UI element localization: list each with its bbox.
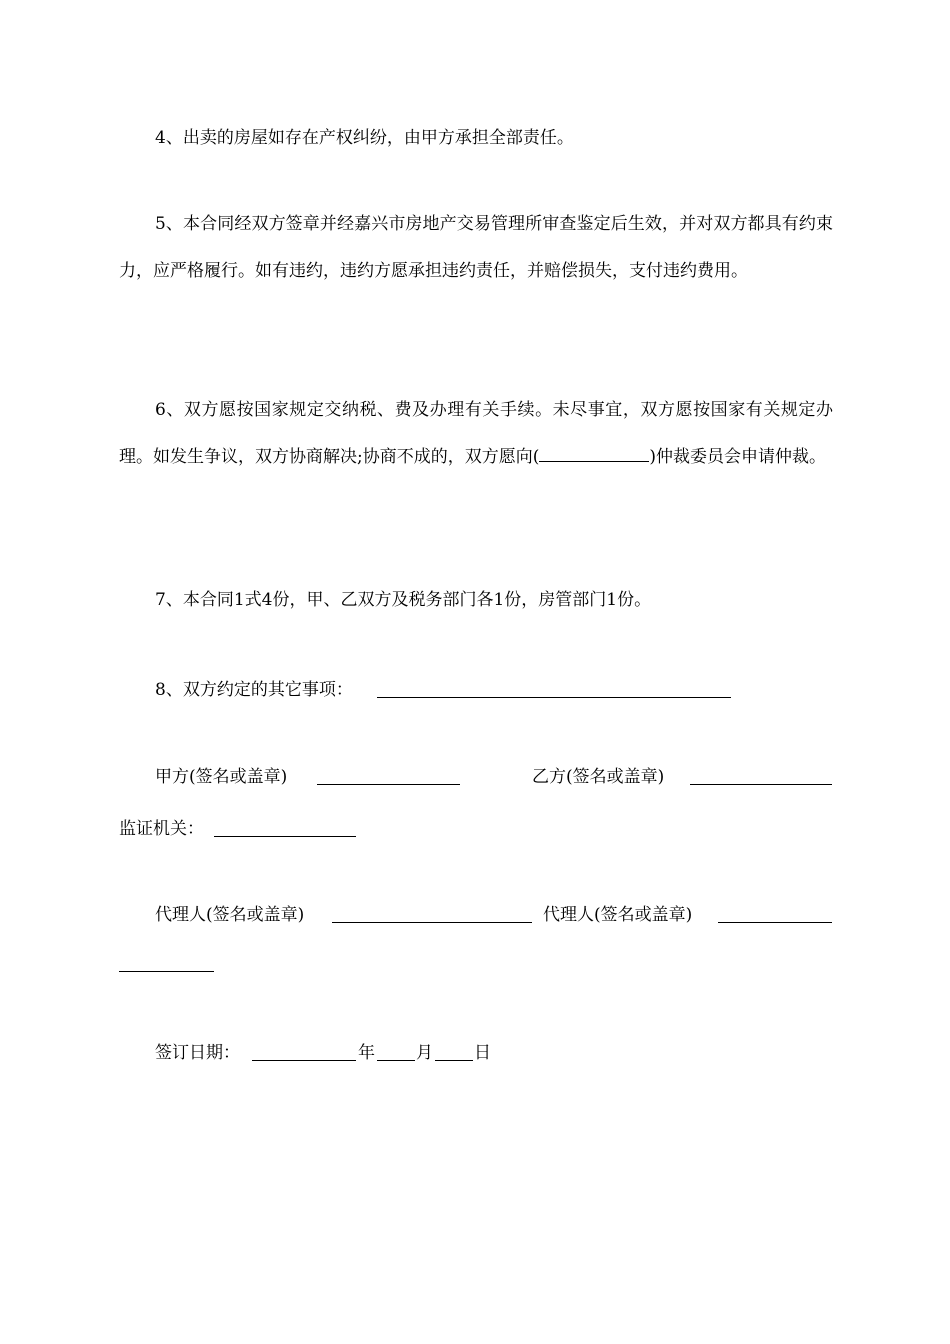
arbitration-blank[interactable] bbox=[539, 445, 649, 462]
clause-6 bbox=[119, 387, 833, 481]
day-label: 日 bbox=[474, 1043, 491, 1063]
agent-b-line bbox=[543, 903, 692, 927]
supervisor-line bbox=[119, 817, 204, 841]
year-label: 年 bbox=[358, 1043, 375, 1063]
agent-a-line bbox=[155, 903, 304, 927]
party-b-line bbox=[532, 765, 664, 789]
day-blank[interactable] bbox=[435, 1042, 473, 1061]
agent-a-label: 代理人(签名或盖章) bbox=[155, 905, 305, 925]
date-line bbox=[155, 1041, 240, 1065]
clause-8-line bbox=[155, 678, 353, 702]
clause-7: 7、本合同1式4份，甲、乙双方及税务部门各1份，房管部门1份。 bbox=[155, 590, 652, 610]
party-b-label: 乙方(签名或盖章) bbox=[532, 767, 665, 787]
agent-b-label: 代理人(签名或盖章) bbox=[543, 905, 693, 925]
clause-6-text-before: 6、双方愿按国家规定交纳税、费及办理有关手续。未尽事宜，双方愿按国家有关规定办理。如发生争议，双方协商解决;协商不成的，双方愿向( bbox=[119, 400, 833, 467]
agent-b-signature-blank[interactable] bbox=[718, 904, 832, 923]
agent-a-signature-blank[interactable] bbox=[332, 904, 532, 923]
supervisor-label: 监证机关： bbox=[119, 819, 204, 839]
clause-8-blank[interactable] bbox=[377, 679, 731, 698]
month-label: 月 bbox=[416, 1043, 433, 1063]
clause-6-text-after: )仲裁委员会申请仲裁。 bbox=[649, 447, 826, 467]
clause-8-label: 8、双方约定的其它事项： bbox=[155, 680, 353, 700]
year-blank[interactable] bbox=[252, 1042, 356, 1061]
clause-4: 4、出卖的房屋如存在产权纠纷，由甲方承担全部责任。 bbox=[155, 128, 574, 148]
clause-5: 5、本合同经双方签章并经嘉兴市房地产交易管理所审查鉴定后生效，并对双方都具有约束力，应严格履行。如有违约，违约方愿承担违约责任，并赔偿损失，支付违约费用。 bbox=[119, 214, 833, 281]
party-a-signature-blank[interactable] bbox=[317, 766, 460, 785]
date-label: 签订日期： bbox=[155, 1043, 240, 1063]
party-a-line bbox=[155, 765, 287, 789]
party-a-label: 甲方(签名或盖章) bbox=[155, 767, 288, 787]
supervisor-blank[interactable] bbox=[214, 818, 356, 837]
month-blank[interactable] bbox=[377, 1042, 415, 1061]
party-b-signature-blank[interactable] bbox=[690, 766, 832, 785]
agent-b-signature-blank-continued[interactable] bbox=[119, 953, 214, 972]
